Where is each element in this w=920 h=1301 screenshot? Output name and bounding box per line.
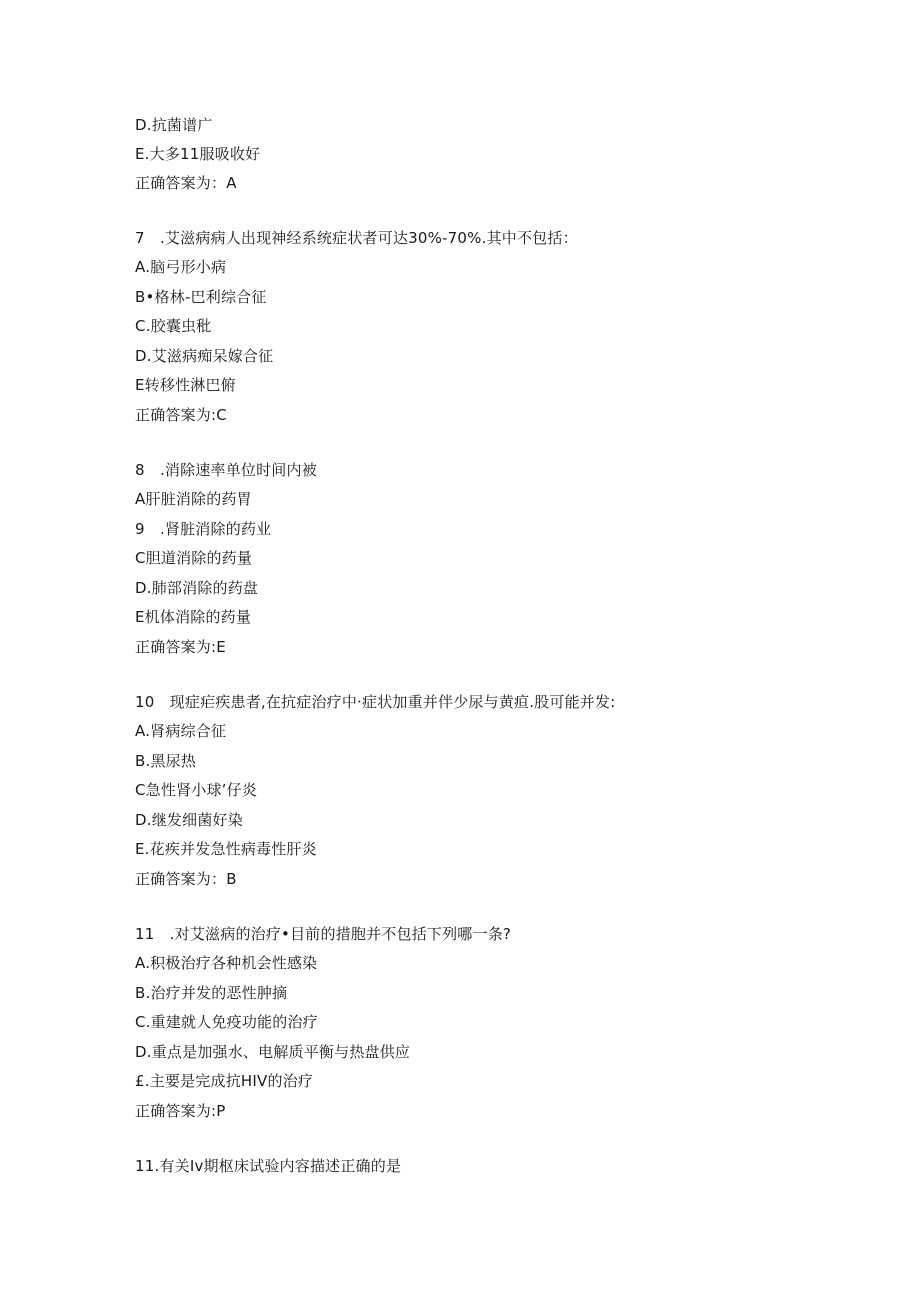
option-line: £.主要是完成抗HIV的治疗 (135, 1072, 314, 1090)
question-line: 10 现症疟疾患者,在抗症治疗中·症状加重并伴少尿与黄疸.股可能并发: (135, 693, 616, 711)
option-line: A.脑弓形小病 (135, 258, 227, 276)
answer-line: 正确答案为:C (135, 406, 227, 424)
option-line: C.重建就人免疫功能的治疗 (135, 1013, 318, 1031)
option-line: C胆道消除的药量 (135, 549, 253, 567)
option-line: E.花疾并发急性病毒性肝炎 (135, 840, 317, 858)
text-line: D.抗菌谱广 (135, 116, 213, 134)
option-line: 9 .肾脏消除的药业 (135, 520, 272, 538)
option-line: A.肾病综合征 (135, 722, 227, 740)
option-line: D.重点是加强水、电解质平衡与热盘供应 (135, 1043, 411, 1061)
answer-line: 正确答案为：B (135, 870, 237, 888)
question-line: 11 .对艾滋病的治疗•目前的措胞并不包括下列哪一条? (135, 925, 512, 943)
option-line: A.积极治疗各种机会性感染 (135, 954, 318, 972)
text-line: E.大多11服吸收好 (135, 145, 261, 163)
option-line: A肝脏消除的药胃 (135, 490, 252, 508)
option-line: B.治疗并发的恶性肿摘 (135, 984, 288, 1002)
option-line: D.肺部消除的药盘 (135, 579, 259, 597)
option-line: B•格林-巴利综合征 (135, 288, 267, 306)
option-line: B.黑尿热 (135, 752, 197, 770)
option-line: D.艾滋病痴呆嫁合征 (135, 347, 274, 365)
answer-line: 正确答案为:P (135, 1102, 226, 1120)
question-line: 8 .消除速率单位时间内被 (135, 461, 317, 479)
option-line: C.胶囊虫秕 (135, 317, 212, 335)
option-line: C急性肾小球’仔炎 (135, 781, 258, 799)
answer-line: 正确答案为：A (135, 174, 237, 192)
option-line: E转移性淋巴俯 (135, 376, 236, 394)
answer-line: 正确答案为:E (135, 638, 226, 656)
option-line: E机体消除的药量 (135, 608, 252, 626)
option-line: D.继发细菌好染 (135, 811, 243, 829)
question-line: 7 .艾滋病病人出现神经系统症状者可达30%-70%.其中不包括： (135, 229, 578, 247)
question-line: 11.有关Iv期枢床试验内容描述正确的是 (135, 1157, 402, 1175)
